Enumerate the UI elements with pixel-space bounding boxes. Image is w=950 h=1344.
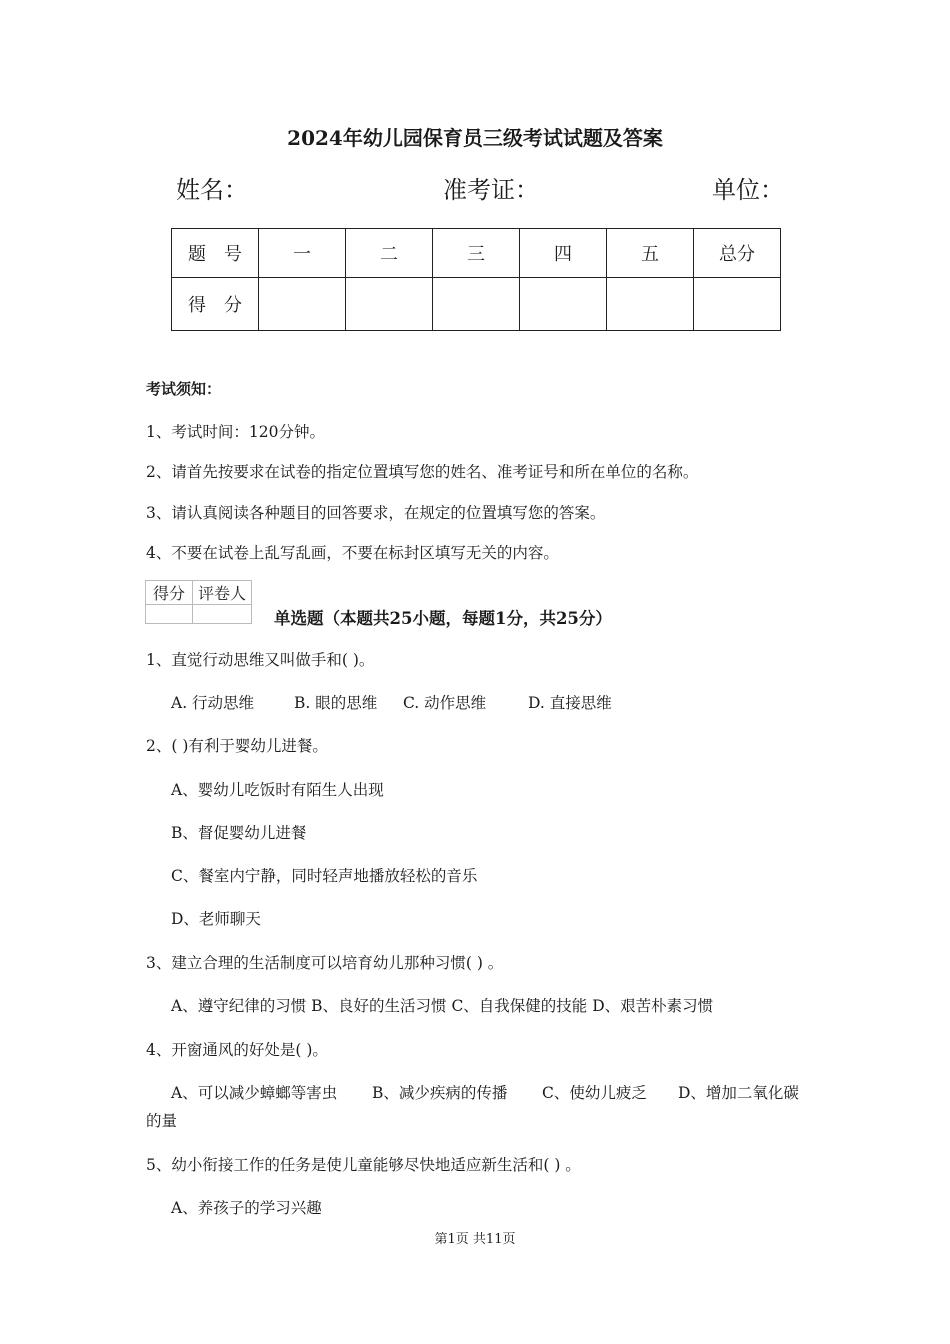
score-table-header-cell: 三 [433,229,520,278]
name-field-label: 姓名： [176,176,248,204]
option: D. 直接思维 [528,694,612,712]
score-cell[interactable] [520,278,607,331]
notice-item: 1、考试时间：120分钟。 [146,423,325,441]
grader-score-cell[interactable] [146,605,193,624]
score-cell[interactable] [259,278,346,331]
notice-item: 3、请认真阅读各种题目的回答要求，在规定的位置填写您的答案。 [146,504,606,522]
section-title: 单选题（本题共25小题，每题1分，共25分） [274,609,612,628]
option: A、婴幼儿吃饭时有陌生人出现 [171,781,384,799]
score-cell[interactable] [433,278,520,331]
option: B、督促婴幼儿进餐 [171,824,307,842]
grader-name-label: 评卷人 [193,581,252,605]
grader-score-label: 得分 [146,581,193,605]
option-continuation: 的量 [146,1112,178,1130]
score-cell[interactable] [346,278,433,331]
score-table-score-row [172,278,781,331]
option: D、老师聊天 [171,910,261,928]
grader-box [145,580,252,624]
option: A、可以减少蟑螂等害虫 [171,1084,338,1102]
score-table-header-cell: 一 [259,229,346,278]
question-stem: 5、幼小衔接工作的任务是使儿童能够尽快地适应新生活和( ) 。 [146,1156,581,1174]
question-options: A、遵守纪律的习惯 B、良好的生活习惯 C、自我保健的技能 D、艰苦朴素习惯 [171,997,714,1015]
option: B. 眼的思维 [294,694,378,712]
score-table-header-cell: 题 号 [172,229,259,278]
option: C、餐室内宁静，同时轻声地播放轻松的音乐 [171,867,478,885]
score-table-header-cell: 总分 [694,229,781,278]
score-table-header-cell: 二 [346,229,433,278]
score-cell[interactable] [694,278,781,331]
notice-heading: 考试须知： [146,380,222,398]
document-title: 2024年幼儿园保育员三级考试试题及答案 [287,126,663,150]
notice-item: 4、不要在试卷上乱写乱画，不要在标封区填写无关的内容。 [146,544,559,562]
unit-field-label: 单位： [712,176,784,204]
score-row-label: 得 分 [172,278,259,331]
question-stem: 1、直觉行动思维又叫做手和( )。 [146,651,375,669]
exam-number-field-label: 准考证： [443,176,539,204]
grader-name-cell[interactable] [193,605,252,624]
option: A. 行动思维 [171,694,255,712]
score-table-header-cell: 四 [520,229,607,278]
option: A、养孩子的学习兴趣 [171,1199,322,1217]
option: B、减少疾病的传播 [372,1084,508,1102]
option: C、使幼儿疲乏 [542,1084,647,1102]
score-table [171,228,781,331]
notice-item: 2、请首先按要求在试卷的指定位置填写您的姓名、准考证号和所在单位的名称。 [146,463,699,481]
score-table-header-cell: 五 [607,229,694,278]
score-table-header-row [172,229,781,278]
page-footer: 第1页 共11页 [434,1232,516,1247]
option: D、增加二氧化碳 [678,1084,799,1102]
question-stem: 3、建立合理的生活制度可以培育幼儿那种习惯( ) 。 [146,954,504,972]
question-stem: 4、开窗通风的好处是( )。 [146,1041,328,1059]
option: C. 动作思维 [403,694,487,712]
score-cell[interactable] [607,278,694,331]
question-stem: 2、( )有利于婴幼儿进餐。 [146,737,328,755]
